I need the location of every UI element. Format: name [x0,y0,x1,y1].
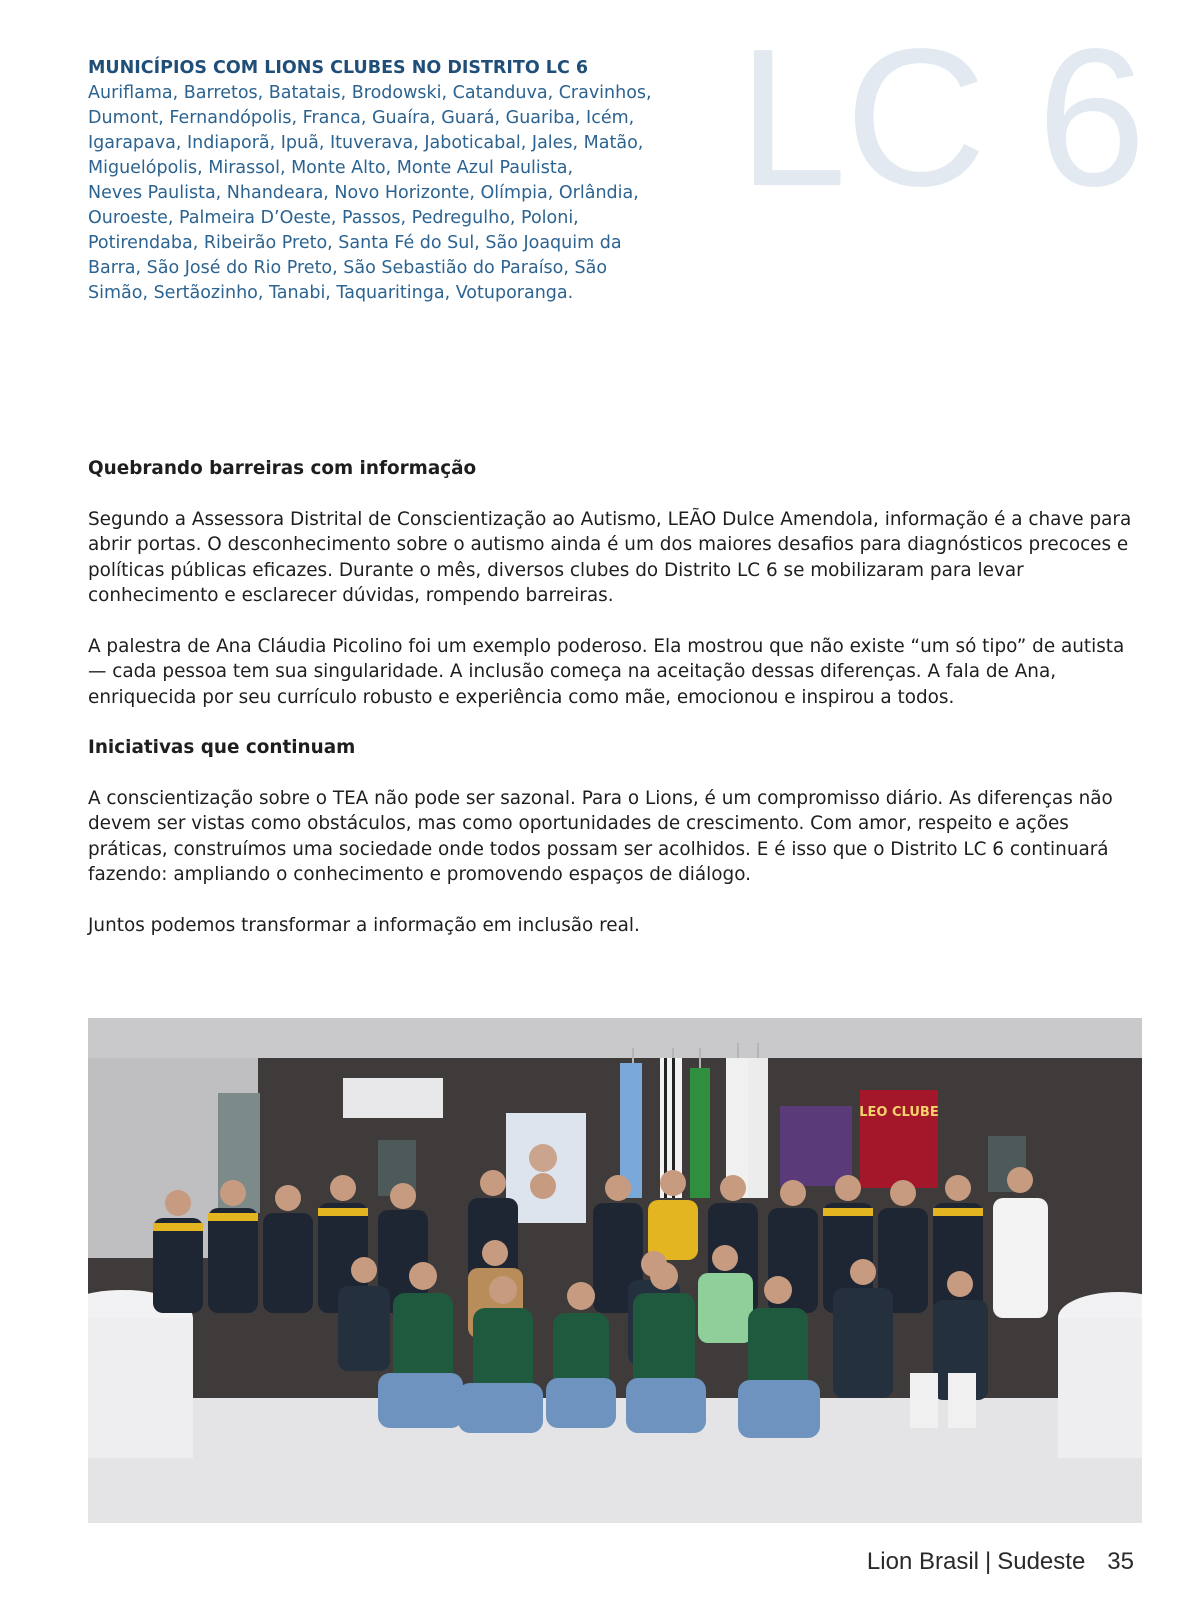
municipios-section [88,56,698,306]
group-photo-illustration [88,1018,1142,1523]
page-number: 35 [1107,1548,1134,1575]
municipios-title: MUNICÍPIOS COM LIONS CLUBES NO DISTRITO LC 6 [88,58,589,78]
group-photo [88,1018,1142,1523]
paragraph: Segundo a Assessora Distrital de Conscientização ao Autismo, LEÃO Dulce Amendola, informação é a chave para abrir portas. O desconhecimento sobre o autismo ainda é um dos maiores desafios para diagnósticos precoces e políticas públicas eficazes. Durante o mês, diversos clubes do Distrito LC 6 se mobilizaram para levar conhecimento e esclarecer dúvidas, rompendo barreiras. [88,508,1132,606]
publication-name: Lion Brasil [866,1548,979,1575]
section-heading: Quebrando barreiras com informação [88,458,477,479]
section-name: Sudeste [997,1548,1086,1575]
municipios-line: Simão, Sertãozinho, Tanabi, Taquaritinga, Votuporanga. [88,283,574,303]
leo-clube-banner-text: LEO CLUBE [859,1105,939,1120]
municipios-line: Neves Paulista, Nhandeara, Novo Horizonte, Olímpia, Orlândia, [88,183,639,203]
municipios-line: Barra, São José do Rio Preto, São Sebastião do Paraíso, São [88,258,608,278]
page-footer [867,1548,1134,1576]
footer-separator: | [984,1548,992,1575]
municipios-list [88,81,698,306]
closing-paragraph: Juntos podemos transformar a informação em inclusão real. [88,914,640,936]
municipios-line: Auriflama, Barretos, Batatais, Brodowski, Catanduva, Cravinhos, [88,83,652,103]
municipios-line: Ouroeste, Palmeira D’Oeste, Passos, Pedregulho, Poloni, [88,208,579,228]
municipios-line: Potirendaba, Ribeirão Preto, Santa Fé do Sul, São Joaquim da [88,233,622,253]
paragraph: A conscientização sobre o TEA não pode ser sazonal. Para o Lions, é um compromisso diário. As diferenças não devem ser vistas como obstáculos, mas como oportunidades de crescimento. Com amor, respeito e ações práticas, construímos uma sociedade onde todos possam ser acolhidos. E é isso que o Distrito LC 6 continuará fazendo: ampliando o conhecimento e promovendo espaços de diálogo. [88,787,1113,885]
municipios-line: Igarapava, Indiaporã, Ipuã, Ituverava, Jaboticabal, Jales, Matão, [88,133,644,153]
section-heading: Iniciativas que continuam [88,737,356,758]
paragraph: A palestra de Ana Cláudia Picolino foi um exemplo poderoso. Ela mostrou que não existe “um só tipo” de autista — cada pessoa tem sua singularidade. A inclusão começa na aceitação dessas diferenças. A fala de Ana, enriquecida por seu currículo robusto e experiência como mãe, emocionou e inspirou a todos. [88,635,1125,708]
municipios-line: Miguelópolis, Mirassol, Monte Alto, Monte Azul Paulista, [88,158,574,178]
district-watermark: LC 6 [738,8,1145,227]
municipios-line: Dumont, Fernandópolis, Franca, Guaíra, Guará, Guariba, Icém, [88,108,635,128]
article-body [88,456,1148,963]
